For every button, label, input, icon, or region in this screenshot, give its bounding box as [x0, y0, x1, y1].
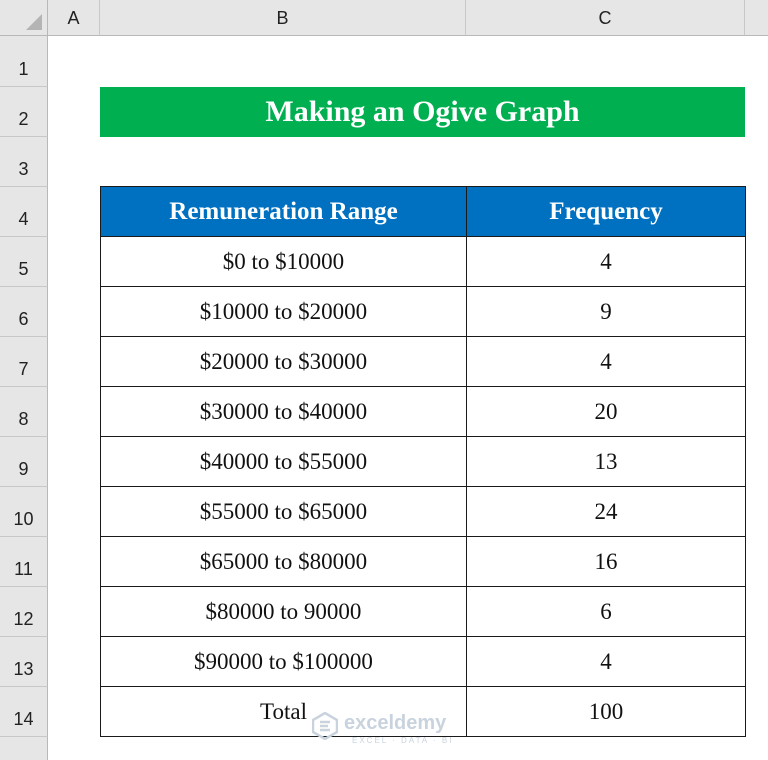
row-header-1[interactable]	[0, 36, 48, 87]
row-header-6[interactable]	[0, 287, 48, 337]
frequency-cell[interactable]: 24	[467, 487, 746, 537]
header-frequency[interactable]: Frequency	[467, 187, 746, 237]
exceldemy-logo-icon	[312, 712, 338, 740]
total-value-cell[interactable]: 100	[467, 687, 746, 737]
table-row	[101, 537, 746, 587]
total-label-cell[interactable]: Total	[101, 687, 467, 737]
frequency-cell[interactable]: 4	[467, 337, 746, 387]
range-cell[interactable]: $40000 to $55000	[101, 437, 467, 487]
row-header-label: 7	[18, 359, 29, 379]
table-row	[101, 387, 746, 437]
row-header-5[interactable]	[0, 237, 48, 287]
row-header-label: 14	[13, 709, 34, 729]
column-header-c[interactable]: C	[466, 0, 745, 36]
watermark-name: exceldemy	[344, 712, 447, 734]
row-header-label: 1	[18, 59, 29, 79]
row-header-label: 13	[13, 659, 34, 679]
table-row	[101, 487, 746, 537]
table-row	[101, 337, 746, 387]
row-header-label: 2	[18, 109, 29, 129]
table-row	[101, 237, 746, 287]
row-header-label: 12	[13, 609, 34, 629]
row-header-14[interactable]	[0, 687, 48, 737]
table-row	[101, 587, 746, 637]
range-cell[interactable]: $55000 to $65000	[101, 487, 467, 537]
select-all-corner[interactable]	[0, 0, 48, 36]
frequency-cell[interactable]: 9	[467, 287, 746, 337]
row-header-label: 11	[14, 559, 33, 579]
range-cell[interactable]: $10000 to $20000	[101, 287, 467, 337]
row-header-label: 5	[18, 259, 29, 279]
row-header-12[interactable]	[0, 587, 48, 637]
row-header-3[interactable]	[0, 137, 48, 187]
range-cell[interactable]: $65000 to $80000	[101, 537, 467, 587]
row-header-label: 6	[18, 309, 29, 329]
row-header-10[interactable]	[0, 487, 48, 537]
table-row	[101, 287, 746, 337]
range-cell[interactable]: $80000 to 90000	[101, 587, 467, 637]
range-cell[interactable]: $0 to $10000	[101, 237, 467, 287]
watermark-subtitle: EXCEL · DATA · BI	[352, 736, 454, 745]
range-cell[interactable]: $20000 to $30000	[101, 337, 467, 387]
frequency-cell[interactable]: 4	[467, 637, 746, 687]
column-header-b[interactable]: B	[100, 0, 466, 36]
row-header-label: 3	[18, 159, 29, 179]
row-header-9[interactable]	[0, 437, 48, 487]
frequency-cell[interactable]: 20	[467, 387, 746, 437]
range-cell[interactable]: $90000 to $100000	[101, 637, 467, 687]
frequency-cell[interactable]: 16	[467, 537, 746, 587]
row-header-11[interactable]	[0, 537, 48, 587]
frequency-cell[interactable]: 4	[467, 237, 746, 287]
row-header-7[interactable]	[0, 337, 48, 387]
row-header-8[interactable]	[0, 387, 48, 437]
frequency-cell[interactable]: 13	[467, 437, 746, 487]
table-row	[101, 437, 746, 487]
header-remuneration-range[interactable]: Remuneration Range	[101, 187, 467, 237]
column-header-next[interactable]	[745, 0, 768, 36]
frequency-cell[interactable]: 6	[467, 587, 746, 637]
row-header-next[interactable]	[0, 737, 48, 760]
remuneration-table	[100, 186, 746, 737]
table-row	[101, 637, 746, 687]
row-header-2[interactable]	[0, 87, 48, 137]
row-header-4[interactable]	[0, 187, 48, 237]
row-header-label: 10	[13, 509, 34, 529]
row-header-label: 9	[18, 459, 29, 479]
column-header-a[interactable]: A	[48, 0, 100, 36]
page-title-banner[interactable]: Making an Ogive Graph	[100, 87, 745, 137]
select-all-triangle-icon	[26, 14, 42, 30]
row-header-label: 8	[18, 409, 29, 429]
row-header-13[interactable]	[0, 637, 48, 687]
range-cell[interactable]: $30000 to $40000	[101, 387, 467, 437]
row-header-label: 4	[18, 209, 29, 229]
